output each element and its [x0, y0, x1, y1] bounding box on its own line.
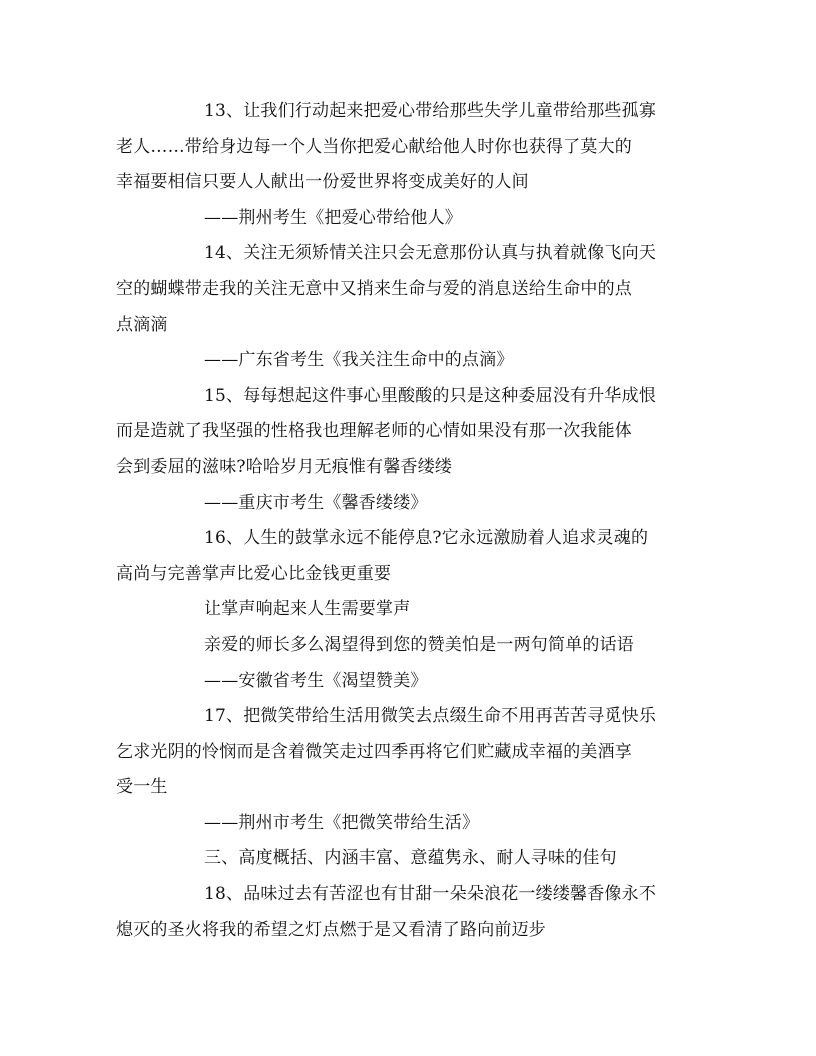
- paragraph-14-line-2: 空的蝴蝶带走我的关注无意中又捎来生命与爱的消息送给生命中的点: [116, 278, 632, 299]
- paragraph-13-line-1: 13、让我们行动起来把爱心带给那些失学儿童带给那些孤寡: [204, 101, 657, 121]
- attribution-15: ——重庆市考生《馨香缕缕》: [204, 492, 428, 513]
- paragraph-13-line-2: 老人……带给身边每一个人当你把爱心献给他人时你也获得了莫大的: [116, 136, 632, 157]
- paragraph-17-line-1: 17、把微笑带给生活用微笑去点缀生命不用再苦苦寻觅快乐: [204, 706, 657, 727]
- paragraph-18-line-2: 熄灭的圣火将我的希望之灯点燃于是又看清了路向前迈步: [116, 919, 546, 940]
- paragraph-15-line-3: 会到委屈的滋味?哈哈岁月无痕惟有馨香缕缕: [116, 456, 453, 477]
- section-heading-3: 三、高度概括、内涵丰富、意蕴隽永、耐人寻味的佳句: [204, 848, 617, 869]
- paragraph-17-line-2: 乞求光阴的怜悯而是含着微笑走过四季再将它们贮藏成幸福的美酒享: [116, 741, 632, 762]
- document-body: [116, 94, 692, 948]
- attribution-14: ——广东省考生《我关注生命中的点滴》: [204, 350, 514, 371]
- attribution-16: ——安徽省考生《渴望赞美》: [204, 670, 428, 691]
- paragraph-16-line-3: 让掌声响起来人生需要掌声: [204, 599, 411, 620]
- attribution-13: ——荆州考生《把爱心带给他人》: [204, 207, 462, 228]
- attribution-17: ——荆州市考生《把微笑带给生活》: [204, 812, 480, 833]
- paragraph-14-line-1: 14、关注无须矫情关注只会无意那份认真与执着就像飞向天: [204, 243, 657, 264]
- paragraph-15-line-2: 而是造就了我坚强的性格我也理解老师的心情如果没有那一次我能体: [116, 421, 632, 442]
- paragraph-14-line-3: 点滴滴: [116, 314, 168, 335]
- paragraph-16-line-4: 亲爱的师长多么渴望得到您的赞美怕是一两句简单的话语: [204, 634, 634, 655]
- paragraph-16-line-2: 高尚与完善掌声比爱心比金钱更重要: [116, 563, 392, 584]
- paragraph-13-line-3: 幸福要相信只要人人献出一份爱世界将变成美好的人间: [116, 172, 529, 193]
- paragraph-17-line-3: 受一生: [116, 777, 168, 798]
- paragraph-16-line-1: 16、人生的鼓掌永远不能停息?它永远激励着人追求灵魂的: [204, 528, 649, 549]
- paragraph-18-line-1: 18、品味过去有苦涩也有甘甜一朵朵浪花一缕缕馨香像永不: [204, 884, 657, 905]
- paragraph-15-line-1: 15、每每想起这件事心里酸酸的只是这种委屈没有升华成恨: [204, 385, 657, 406]
